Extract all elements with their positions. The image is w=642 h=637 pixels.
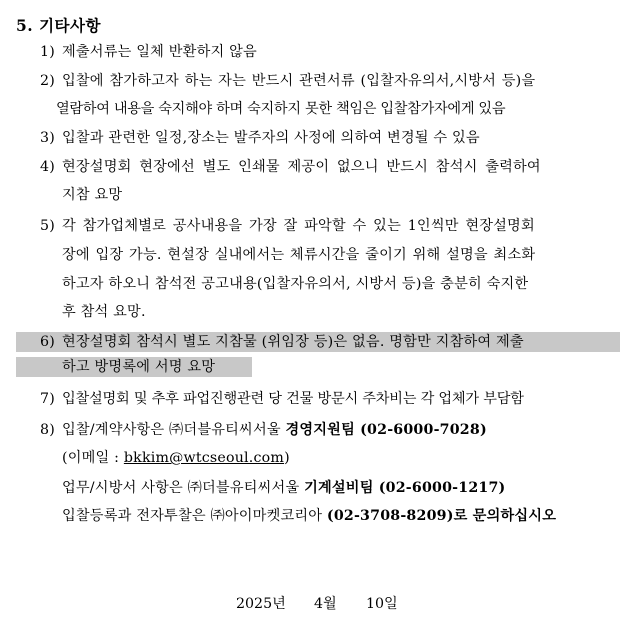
item-6-line-1: 현장설명회 참석시 별도 지참물 (위임장 등)은 없음. 명함만 지참하여 제출	[62, 334, 524, 350]
item-2-line-1: 입찰에 참가하고자 하는 자는 반드시 관련서류 (입찰자유의서,시방서 등)을	[62, 73, 536, 89]
item-5-line-2: 장에 입장 가능. 현설장 실내에서는 체류시간을 줄이기 위해 설명을 최소화	[62, 247, 536, 263]
item-5-line-3: 하고자 하오니 참석전 공고내용(입찰자유의서, 시방서 등)을 충분히 숙지한	[62, 276, 529, 292]
item-4-number: 4)	[40, 159, 55, 175]
item-4-line-1: 현장설명회 현장에선 별도 인쇄물 제공이 없으니 반드시 참석시 출력하여	[62, 159, 541, 175]
email-prefix: (이메일 :	[62, 450, 124, 466]
date-day: 10일	[366, 596, 398, 612]
email-link[interactable]: bkkim@wtcseoul.com	[123, 450, 285, 466]
contact-line-4	[62, 506, 556, 526]
contact-line-3	[62, 478, 505, 498]
item-2-line-2: 열람하여 내용을 숙지해야 하며 숙지하지 못한 책임은 입찰참가자에게 있음	[56, 101, 506, 117]
item-2-number: 2)	[40, 73, 55, 89]
contact-line-1-prefix: 입찰/계약사항은 ㈜더블유티씨서울	[62, 422, 286, 438]
item-5-number: 5)	[40, 218, 55, 234]
item-1-number: 1)	[40, 44, 55, 60]
contact-email-line	[62, 448, 290, 468]
section-title: 5. 기타사항	[16, 16, 101, 35]
contact-line-3-prefix: 업무/시방서 사항은 ㈜더블유티씨서울	[62, 480, 305, 496]
item-6-number: 6)	[40, 334, 55, 350]
contact-line-4-prefix: 입찰등록과 전자투찰은 ㈜아이마켓코리아	[62, 508, 327, 524]
date-year: 2025년	[236, 596, 286, 612]
item-7-number: 7)	[40, 391, 55, 407]
item-5-line-4: 후 참석 요망.	[62, 304, 146, 320]
item-3-line-1: 입찰과 관련한 일정,장소는 발주자의 사정에 의하여 변경될 수 있음	[62, 130, 480, 146]
email-suffix: )	[284, 450, 290, 466]
date-month: 4월	[314, 596, 337, 612]
item-8-number: 8)	[40, 422, 55, 438]
contact-line-1	[62, 420, 487, 440]
item-4-line-2: 지참 요망	[62, 187, 123, 203]
item-6-line-2: 하고 방명록에 서명 요망	[62, 359, 216, 375]
contact-management-team: 경영지원팀 (02-6000-7028)	[285, 422, 487, 438]
item-5-line-1: 각 참가업체별로 공사내용을 가장 잘 파악할 수 있는 1인씩만 현장설명회	[62, 218, 535, 234]
item-7-line-1: 입찰설명회 및 추후 파업진행관련 당 건물 방문시 주차비는 각 업체가 부담함	[62, 391, 524, 407]
contact-imarket: (02-3708-8209)로 문의하십시오	[326, 508, 557, 524]
contact-mechanical-team: 기계설비팀 (02-6000-1217)	[304, 480, 506, 496]
item-3-number: 3)	[40, 130, 55, 146]
item-1-line-1: 제출서류는 일체 반환하지 않음	[62, 44, 257, 60]
